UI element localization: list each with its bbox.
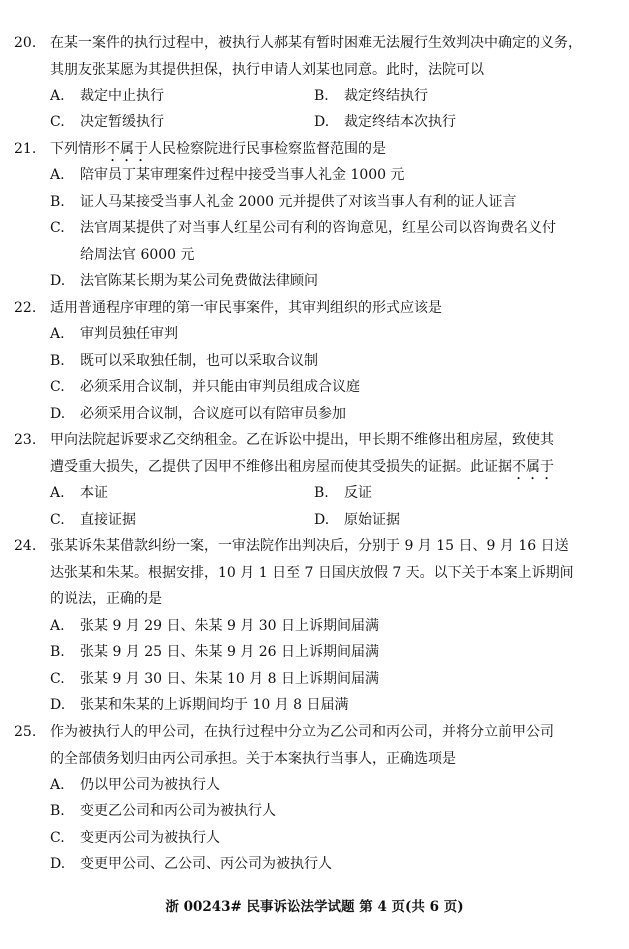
question-number: 23. <box>14 432 37 448</box>
question-stem: 下列情形不属于人民检察院进行民事检察监督范围的是 <box>50 141 386 157</box>
option-25-b: B. 变更乙公司和丙公司为被执行人 <box>50 803 276 819</box>
option-24-a: A. 张某 9 月 29 日、朱某 9 月 30 日上诉期间届满 <box>50 618 380 634</box>
question-number: 22. <box>14 300 37 316</box>
question-23 <box>14 427 614 483</box>
option-21-c: C. 法官周某提供了对当事人红星公司有利的咨询意见，红星公司以咨询费名义付 <box>50 220 556 236</box>
page-footer: 浙 00243# 民事诉讼法学试题 第 4 页(共 6 页) <box>165 899 464 915</box>
option-20-c: C. 决定暂缓执行 <box>50 114 164 130</box>
option-24-d: D. 张某和朱某的上诉期间均于 10 月 8 日届满 <box>50 697 349 713</box>
question-22 <box>14 295 614 322</box>
option-25-d: D. 变更甲公司、乙公司、丙公司为被执行人 <box>50 856 332 872</box>
question-24 <box>14 533 614 613</box>
option-22-b: B. 既可以采取独任制，也可以采取合议制 <box>50 353 318 369</box>
question-stem: 适用普通程序审理的第一审民事案件，其审判组织的形式应该是 <box>50 300 442 316</box>
option-21-d: D. 法官陈某长期为某公司免费做法律顾问 <box>50 273 318 289</box>
option-23-d: D. 原始证据 <box>314 512 400 528</box>
question-stem: 甲向法院起诉要求乙交纳租金。乙在诉讼中提出，甲长期不维修出租房屋，致使其 遭受重大损失，乙提供了因甲不维修出租房屋而使其受损失的证据。此证据不属于 <box>50 432 554 475</box>
option-23-b: B. 反证 <box>314 485 372 501</box>
question-number: 21. <box>14 141 37 157</box>
question-stem: 作为被执行人的甲公司，在执行过程中分立为乙公司和丙公司，并将分立前甲公司 的全部债务划归由丙公司承担。关于本案执行当事人，正确选项是 <box>50 724 554 767</box>
option-23-c: C. 直接证据 <box>50 512 136 528</box>
option-22-d: D. 必须采用合议制，合议庭可以有陪审员参加 <box>50 406 346 422</box>
option-25-a: A. 仍以甲公司为被执行人 <box>50 777 220 793</box>
option-24-c: C. 张某 9 月 30 日、朱某 10 月 8 日上诉期间届满 <box>50 671 380 687</box>
question-21 <box>14 136 614 165</box>
question-number: 24. <box>14 538 37 554</box>
option-20-a: A. 裁定中止执行 <box>50 88 164 104</box>
question-25 <box>14 719 614 772</box>
option-23-a: A. 本证 <box>50 485 108 501</box>
emphasis-not-belong: 不属于 <box>512 458 554 475</box>
option-21-b: B. 证人马某接受当事人礼金 2000 元并提供了对该当事人有利的证人证言 <box>50 194 517 210</box>
option-25-c: C. 变更丙公司为被执行人 <box>50 830 220 846</box>
question-stem: 张某诉朱某借款纠纷一案，一审法院作出判决后，分别于 9 月 15 日、9 月 16 日送 达张某和朱某。根据安排，10 月 1 日至 7 日国庆放假 7 天。以下关于本案上诉期间 的说法，正确的是 <box>50 538 574 607</box>
option-21-a: A. 陪审员丁某审理案件过程中接受当事人礼金 1000 元 <box>50 167 405 183</box>
option-20-b: B. 裁定终结执行 <box>314 88 428 104</box>
question-number: 20. <box>14 35 37 51</box>
option-21-c-cont: 给周法官 6000 元 <box>80 247 195 263</box>
option-22-a: A. 审判员独任审判 <box>50 326 178 342</box>
question-20 <box>14 30 614 83</box>
option-20-d: D. 裁定终结本次执行 <box>314 114 456 130</box>
emphasis-not-belong: 不属于 <box>106 141 148 157</box>
option-24-b: B. 张某 9 月 25 日、朱某 9 月 26 日上诉期间届满 <box>50 644 380 660</box>
option-22-c: C. 必须采用合议制，并只能由审判员组成合议庭 <box>50 379 360 395</box>
question-number: 25. <box>14 724 37 740</box>
question-stem: 在某一案件的执行过程中，被执行人郝某有暂时困难无法履行生效判决中确定的义务， 其朋友张某愿为其提供担保，执行申请人刘某也同意。此时，法院可以 <box>50 35 582 78</box>
